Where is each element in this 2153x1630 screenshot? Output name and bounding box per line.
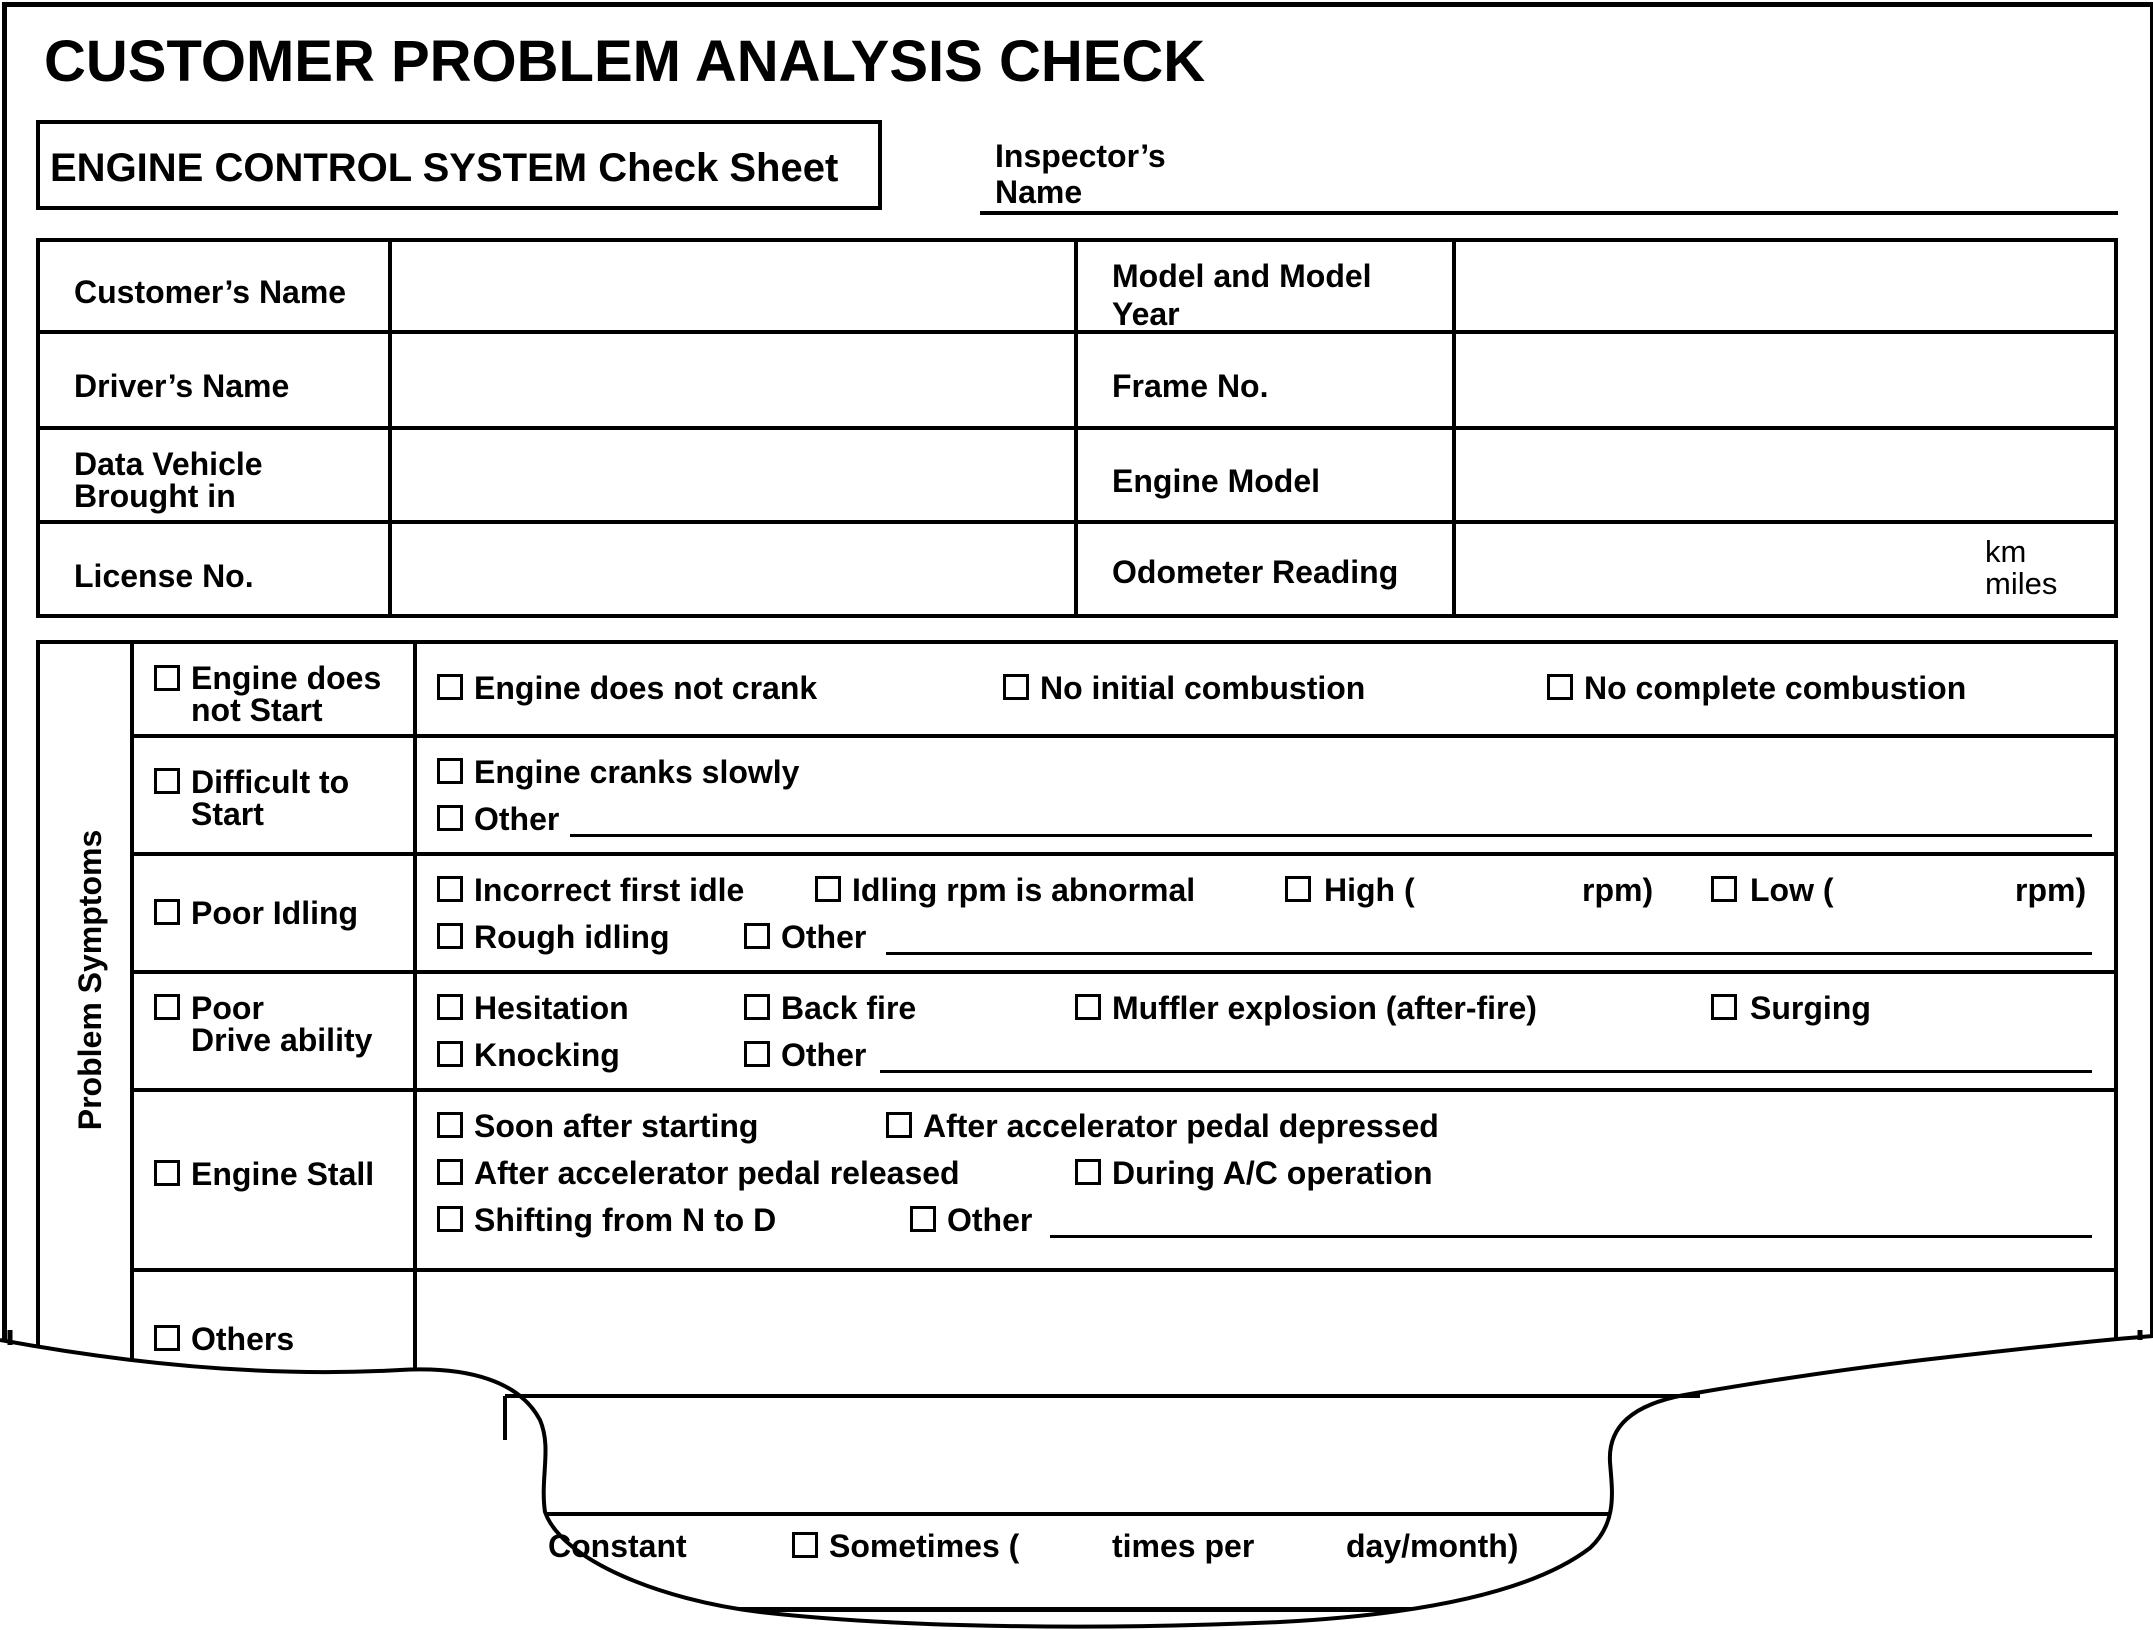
back-fire-label: Back fire — [781, 990, 917, 1026]
pedal-released-label: After accelerator pedal released — [474, 1155, 960, 1191]
others-label: Others — [191, 1321, 295, 1357]
engine-not-start-label-1: Engine does — [191, 660, 382, 696]
ac-operation-label: During A/C operation — [1112, 1155, 1433, 1191]
frame-no-label: Frame No. — [1112, 368, 1269, 404]
driver-name-label: Driver’s Name — [74, 368, 290, 404]
poor-idling-label: Poor Idling — [191, 895, 359, 931]
idle-high-label: High ( — [1324, 872, 1415, 908]
poor-driveability-label-2: Drive ability — [191, 1022, 373, 1058]
customer-name-label: Customer’s Name — [74, 274, 347, 310]
difficult-start-label-2: Start — [191, 796, 264, 832]
idle-low-label: Low ( — [1750, 872, 1834, 908]
page-title: CUSTOMER PROBLEM ANALYSIS CHECK — [44, 29, 1206, 94]
engine-stall-label: Engine Stall — [191, 1156, 375, 1192]
date-brought-label-2: Brought in — [74, 478, 236, 514]
stall-other-label: Other — [947, 1202, 1033, 1238]
difficult-other-label: Other — [474, 801, 560, 837]
model-year-label-2: Year — [1112, 296, 1180, 332]
inspector-label-1: Inspector’s — [995, 138, 1166, 174]
engine-model-label: Engine Model — [1112, 463, 1320, 499]
no-complete-combustion-label: No complete combustion — [1584, 670, 1967, 706]
poor-driveability-label-1: Poor — [191, 990, 264, 1026]
idle-low-rpm-unit: rpm) — [2015, 872, 2087, 908]
soon-after-starting-label: Soon after starting — [474, 1108, 759, 1144]
knocking-label: Knocking — [474, 1037, 620, 1073]
muffler-explosion-label: Muffler explosion (after-fire) — [1112, 990, 1537, 1026]
unit-miles: miles — [1985, 566, 2058, 601]
frequency-row-clip — [548, 1520, 1608, 1570]
idle-high-rpm-unit: rpm) — [1582, 872, 1654, 908]
sometimes-label: Sometimes ( — [829, 1528, 1020, 1564]
engine-not-crank-label: Engine does not crank — [474, 670, 818, 706]
engine-not-start-label-2: not Start — [191, 692, 323, 728]
constant-label: Constant — [548, 1528, 687, 1564]
shifting-n-to-d-label: Shifting from N to D — [474, 1202, 777, 1238]
no-initial-combustion-label: No initial combustion — [1040, 670, 1366, 706]
idling-rpm-abnormal-label: Idling rpm is abnormal — [852, 872, 1196, 908]
difficult-start-label-1: Difficult to — [191, 764, 350, 800]
date-brought-label-1: Data Vehicle — [74, 446, 263, 482]
idling-other-label: Other — [781, 919, 867, 955]
drive-other-label: Other — [781, 1037, 867, 1073]
license-no-label: License No. — [74, 558, 254, 594]
unit-km: km — [1985, 534, 2027, 569]
inspector-label-2: Name — [995, 174, 1083, 210]
model-year-label-1: Model and Model — [1112, 258, 1372, 294]
rough-idling-label: Rough idling — [474, 919, 670, 955]
times-per-label: times per — [1112, 1528, 1255, 1564]
pedal-depressed-label: After accelerator pedal depressed — [923, 1108, 1439, 1144]
sometimes-checkbox[interactable] — [792, 1532, 818, 1558]
surging-label: Surging — [1750, 990, 1871, 1026]
check-sheet-title: ENGINE CONTROL SYSTEM Check Sheet — [50, 146, 839, 190]
day-month-label: day/month) — [1346, 1528, 1519, 1564]
incorrect-first-idle-label: Incorrect first idle — [474, 872, 745, 908]
odometer-label: Odometer Reading — [1112, 554, 1399, 590]
problem-symptoms-label: Problem Symptoms — [72, 829, 108, 1131]
cranks-slowly-label: Engine cranks slowly — [474, 754, 800, 790]
hesitation-label: Hesitation — [474, 990, 629, 1026]
